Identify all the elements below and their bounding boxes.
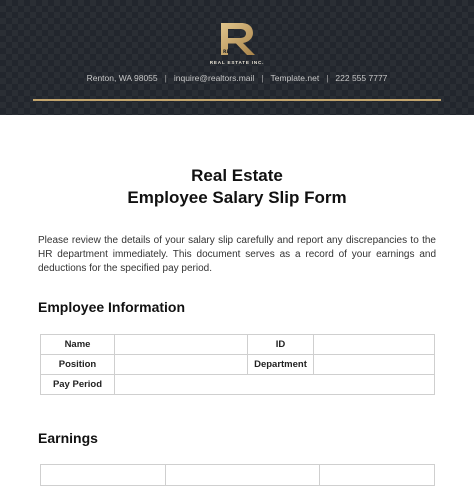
- contact-email: inquire@realtors.mail: [173, 73, 255, 83]
- contact-separator: |: [164, 73, 167, 83]
- employee-info-heading: Employee Information: [38, 299, 186, 315]
- intro-paragraph: Please review the details of your salary slip carefully and report any discrepancies to the HR department immediately. This document serves as a record of your earnings and deductions for the specified pay period.: [38, 235, 436, 274]
- pay-period-label: Pay Period: [41, 375, 115, 395]
- table-row: [41, 335, 435, 355]
- table-row: [41, 465, 435, 486]
- contact-separator: |: [261, 73, 264, 83]
- contact-separator: |: [326, 73, 329, 83]
- pay-period-value-cell[interactable]: [115, 375, 435, 395]
- earnings-header-cell: [320, 465, 435, 486]
- title-line-2: Employee Salary Slip Form: [127, 188, 347, 207]
- contact-line: [0, 73, 474, 83]
- contact-website: Template.net: [270, 73, 320, 83]
- name-value-cell[interactable]: [115, 335, 248, 355]
- letterhead: [0, 0, 474, 115]
- department-label: Department: [248, 355, 314, 375]
- document-title: [0, 165, 474, 209]
- brand-name: REAL ESTATE INC.: [209, 60, 265, 65]
- title-line-1: Real Estate: [191, 166, 283, 185]
- position-label: Position: [41, 355, 115, 375]
- employee-info-table: [40, 334, 435, 395]
- name-label: Name: [41, 335, 115, 355]
- position-value-cell[interactable]: [115, 355, 248, 375]
- company-logo-icon: [219, 22, 257, 56]
- earnings-heading: Earnings: [38, 430, 98, 446]
- earnings-table: [40, 464, 435, 486]
- earnings-header-cell: [41, 465, 166, 486]
- table-row: [41, 355, 435, 375]
- id-value-cell[interactable]: [314, 335, 435, 355]
- id-label: ID: [248, 335, 314, 355]
- header-divider: [33, 99, 441, 101]
- contact-phone: 222 555 7777: [335, 73, 388, 83]
- contact-address: Renton, WA 98055: [86, 73, 158, 83]
- earnings-header-cell: [166, 465, 320, 486]
- department-value-cell[interactable]: [314, 355, 435, 375]
- svg-text:RE: RE: [223, 50, 230, 55]
- table-row: [41, 375, 435, 395]
